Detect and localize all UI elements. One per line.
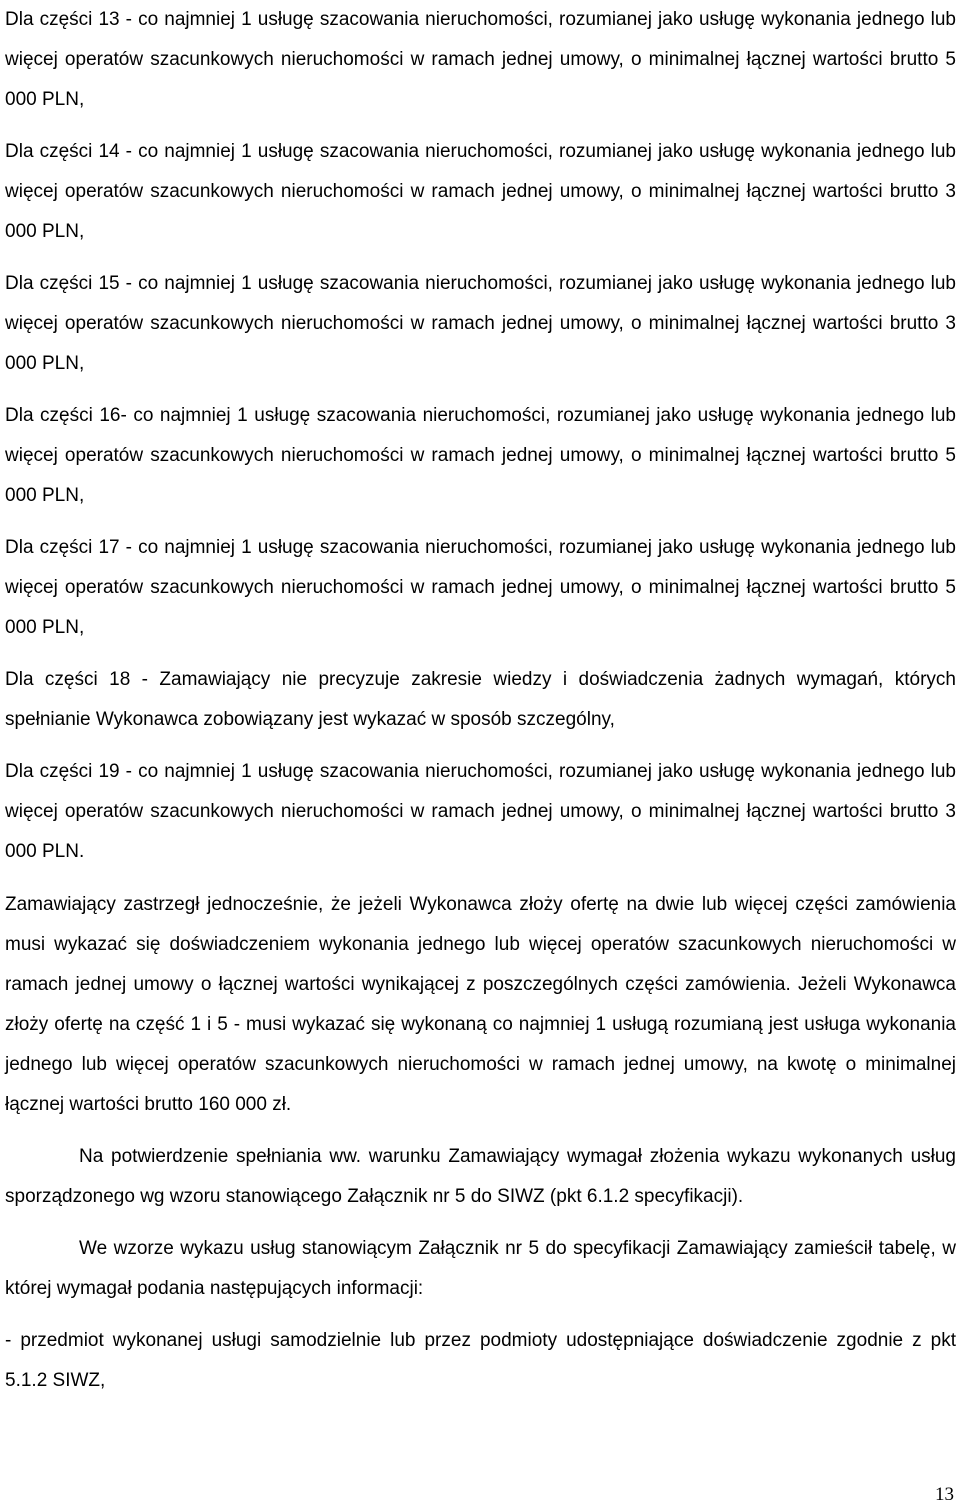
- page-number: 13: [935, 1484, 954, 1505]
- paragraph-part-16: Dla części 16- co najmniej 1 usługę szacowania nieruchomości, rozumianej jako usługę wykonania jednego lub więcej operatów szacunkowych nieruchomości w ramach jednej umowy, o minimalnej łącznej wartości brutto 5 000 PLN,: [5, 405, 956, 506]
- paragraph-part-19: Dla części 19 - co najmniej 1 usługę szacowania nieruchomości, rozumianej jako usługę wykonania jednego lub więcej operatów szacunkowych nieruchomości w ramach jednej umowy, o minimalnej łącznej wartości brutto 3 000 PLN.: [5, 761, 956, 862]
- paragraph-part-17: Dla części 17 - co najmniej 1 usługę szacowania nieruchomości, rozumianej jako usługę wykonania jednego lub więcej operatów szacunkowych nieruchomości w ramach jednej umowy, o minimalnej łącznej wartości brutto 5 000 PLN,: [5, 537, 956, 638]
- paragraph-confirmation: Na potwierdzenie spełniania ww. warunku Zamawiający wymagał złożenia wykazu wykonanych usług sporządzonego wg wzoru stanowiącego Załącznik nr 5 do SIWZ (pkt 6.1.2 specyfikacji).: [5, 1146, 956, 1207]
- paragraph-part-14: Dla części 14 - co najmniej 1 usługę szacowania nieruchomości, rozumianej jako usługę wykonania jednego lub więcej operatów szacunkowych nieruchomości w ramach jednej umowy, o minimalnej łącznej wartości brutto 3 000 PLN,: [5, 141, 956, 242]
- paragraph-reservation: Zamawiający zastrzegł jednocześnie, że jeżeli Wykonawca złoży ofertę na dwie lub więcej części zamówienia musi wykazać się doświadczeniem wykonania jednego lub więcej operatów szacunkowych nieruchomości w ramach jednej umowy o łącznej wartości wynikającej z poszczególnych części zamówienia. Jeżeli Wykonawca złoży ofertę na część 1 i 5 - musi wykazać się wykonaną co najmniej 1 usługą rozumianą jest usługa wykonania jednego lub więcej operatów szacunkowych nieruchomości w ramach jednej umowy, na kwotę o minimalnej łącznej wartości brutto 160 000 zł.: [5, 894, 956, 1115]
- paragraph-part-15: Dla części 15 - co najmniej 1 usługę szacowania nieruchomości, rozumianej jako usługę wykonania jednego lub więcej operatów szacunkowych nieruchomości w ramach jednej umowy, o minimalnej łącznej wartości brutto 3 000 PLN,: [5, 273, 956, 374]
- document-page: [5, 0, 956, 1401]
- paragraph-template: We wzorze wykazu usług stanowiącym Załącznik nr 5 do specyfikacji Zamawiający zamieścił tabelę, w której wymagał podania następujących informacji:: [5, 1238, 956, 1299]
- list-item-subject: - przedmiot wykonanej usługi samodzielnie lub przez podmioty udostępniające doświadczenie zgodnie z pkt 5.1.2 SIWZ,: [5, 1330, 956, 1391]
- paragraph-part-18: Dla części 18 - Zamawiający nie precyzuje zakresie wiedzy i doświadczenia żadnych wymagań, których spełnianie Wykonawca zobowiązany jest wykazać w sposób szczególny,: [5, 669, 956, 730]
- paragraph-part-13: Dla części 13 - co najmniej 1 usługę szacowania nieruchomości, rozumianej jako usługę wykonania jednego lub więcej operatów szacunkowych nieruchomości w ramach jednej umowy, o minimalnej łącznej wartości brutto 5 000 PLN,: [5, 9, 956, 110]
